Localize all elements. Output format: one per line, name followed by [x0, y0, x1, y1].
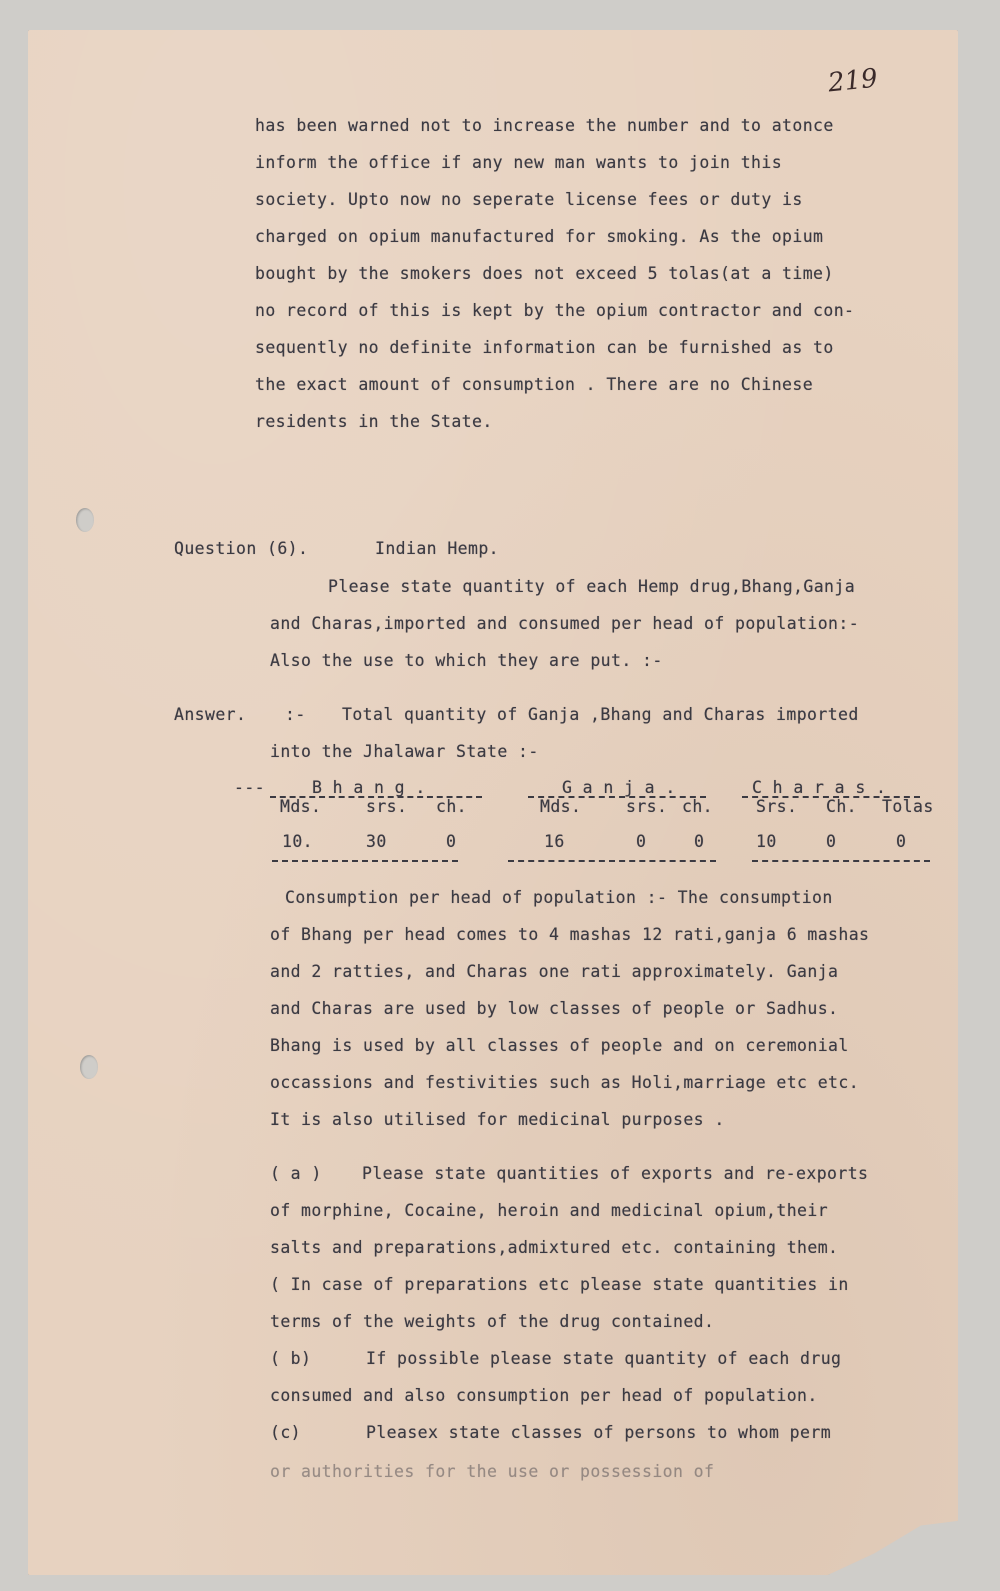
para1-line: inform the office if any new man wants to join this [255, 153, 783, 172]
item-a-line: ( In case of preparations etc please state quantities in [270, 1275, 849, 1294]
item-b-first-line: If possible please state quantity of each drug [366, 1349, 842, 1368]
answer-line: Total quantity of Ganja ,Bhang and Charas imported [342, 705, 859, 724]
question-line: and Charas,imported and consumed per head of population:- [270, 614, 860, 633]
item-b-line: consumed and also consumption per head of population. [270, 1386, 818, 1405]
item-marker-a: ( a ) [270, 1164, 322, 1183]
para2-line: Bhang is used by all classes of people and on ceremonial [270, 1036, 849, 1055]
para1-line: charged on opium manufactured for smoking. As the opium [255, 227, 824, 246]
table-value: 16 [544, 832, 565, 851]
item-a-line: of morphine, Cocaine, heroin and medicinal opium,their [270, 1201, 829, 1220]
table-value: 10 [756, 832, 777, 851]
item-a-line: terms of the weights of the drug contained. [270, 1312, 715, 1331]
table-value: 0 [636, 832, 647, 851]
table-unit: ch. [682, 797, 714, 816]
punch-hole-top [76, 508, 94, 532]
table-unit: Mds. [540, 797, 582, 816]
answer-separator: :- [285, 705, 306, 724]
table-unit: ch. [436, 797, 468, 816]
item-a-first-line: Please state quantities of exports and re-exports [362, 1164, 869, 1183]
table-value: 0 [446, 832, 457, 851]
question-title: Indian Hemp. [375, 539, 500, 558]
item-marker-c: (c) [270, 1423, 302, 1442]
folio-number: 219 [826, 63, 880, 99]
table-unit: Tolas [882, 797, 934, 816]
para1-line: residents in the State. [255, 412, 493, 431]
table-value: 0 [826, 832, 837, 851]
cutoff-line: or authorities for the use or possession of [270, 1462, 715, 1481]
table-unit: Ch. [826, 797, 858, 816]
table-value: 30 [366, 832, 387, 851]
para2-line: and 2 ratties, and Charas one rati approximately. Ganja [270, 962, 839, 981]
para1-line: sequently no definite information can be furnished as to [255, 338, 834, 357]
table-unit: Mds. [280, 797, 322, 816]
item-c-first-line: Pleasex state classes of persons to whom perm [366, 1423, 832, 1442]
item-marker-b: ( b) [270, 1349, 312, 1368]
para1-line: has been warned not to increase the number and to atonce [255, 116, 834, 135]
table-bottom-rule [508, 860, 716, 862]
answer-label: Answer. [174, 705, 247, 724]
item-a-line: salts and preparations,admixtured etc. containing them. [270, 1238, 839, 1257]
table-lead-dashes: --- [234, 778, 266, 797]
table-bottom-rule [272, 860, 458, 862]
table-value: 0 [896, 832, 907, 851]
answer-line: into the Jhalawar State :- [270, 742, 539, 761]
para1-line: the exact amount of consumption . There are no Chinese [255, 375, 814, 394]
para2-line: of Bhang per head comes to 4 mashas 12 rati,ganja 6 mashas [270, 925, 870, 944]
table-value: 10. [282, 832, 314, 851]
table-group-name-bhang: B h a n g . [312, 778, 426, 797]
para1-line: no record of this is kept by the opium contractor and con- [255, 301, 855, 320]
para2-line: occassions and festivities such as Holi,marriage etc etc. [270, 1073, 860, 1092]
table-group-name-charas: C h a r a s . [752, 778, 887, 797]
table-unit: Srs. [756, 797, 798, 816]
punch-hole-bottom [80, 1055, 98, 1079]
table-group-name-ganja: G a n j a . [562, 778, 676, 797]
question-line: Also the use to which they are put. :- [270, 651, 663, 670]
para1-line: bought by the smokers does not exceed 5 tolas(at a time) [255, 264, 834, 283]
table-unit: srs. [626, 797, 668, 816]
para1-line: society. Upto now no seperate license fees or duty is [255, 190, 803, 209]
table-unit: srs. [366, 797, 408, 816]
question-label: Question (6). [174, 539, 309, 558]
para2-line: It is also utilised for medicinal purposes . [270, 1110, 725, 1129]
table-value: 0 [694, 832, 705, 851]
para2-line: and Charas are used by low classes of people or Sadhus. [270, 999, 839, 1018]
document-page [28, 30, 958, 1575]
question-line: Please state quantity of each Hemp drug,Bhang,Ganja [328, 577, 856, 596]
para2-line: Consumption per head of population :- The consumption [285, 888, 833, 907]
table-bottom-rule [752, 860, 930, 862]
